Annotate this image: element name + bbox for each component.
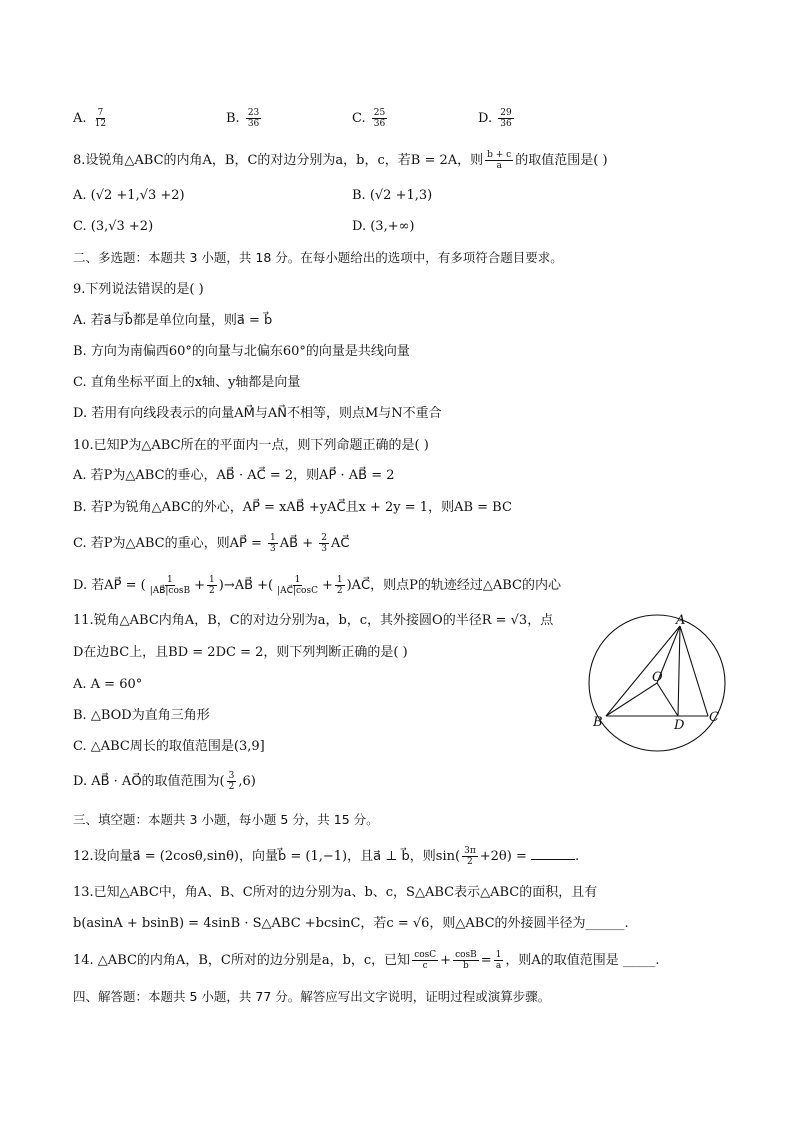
q9-option-b: B. 方向为南偏西60°的向量与北偏东60°的向量是共线向量 — [73, 344, 410, 359]
q10-option-b: B. 若P为锐角△ABC的外心，AP⃗ = xAB⃗ +yAC⃗且x + 2y = 1，则AB = BC — [73, 500, 512, 515]
q9-option-c: C. 直角坐标平面上的x轴、y轴都是向量 — [73, 375, 301, 390]
q9-option-a: A. 若a⃗与b⃗都是单位向量，则a⃗ = b⃗ — [73, 313, 273, 328]
q8-option-c: C. (3,√3 +2) — [73, 219, 154, 234]
segment-ad — [678, 626, 680, 716]
q7-option-a: A. $\frac{7}{12}$ — [73, 108, 107, 129]
q8-option-d: D. (3,+∞) — [352, 219, 415, 234]
point-label-c: C — [709, 710, 719, 725]
q9-stem: 9.下列说法错误的是( ) — [73, 282, 204, 297]
segment-od — [657, 683, 678, 716]
point-label-d: D — [674, 718, 685, 733]
section-heading-fill-blank: 三、填空题：本题共 3 小题，每小题 5 分，共 15 分。 — [73, 812, 379, 827]
point-label-a: A — [676, 613, 686, 628]
section-heading-solution: 四、解答题：本题共 5 小题，共 77 分。解答应写出文字说明，证明过程或演算步骤。 — [73, 989, 551, 1004]
section-heading-multi-choice: 二、多选题：本题共 3 小题，共 18 分。在每小题给出的选项中，有多项符合题目要求。 — [73, 250, 563, 265]
answer-blank — [531, 847, 575, 860]
q11-option-a: A. A = 60° — [73, 677, 143, 692]
point-label-o: O — [652, 670, 663, 685]
q9-option-d: D. 若用有向线段表示的向量AM⃗与AN⃗不相等，则点M与N不重合 — [73, 406, 442, 421]
q11-stem-line1: 11.锐角△ABC内角A，B，C的对边分别为a，b，c，其外接圆O的半径R = √3，点 — [73, 613, 554, 628]
q11-option-b: B. △BOD为直角三角形 — [73, 708, 210, 723]
q8-stem: 8.设锐角△ABC的内角A，B，C的对边分别为a，b，c，若B = 2A，则 $\frac{b + c}{a}$ 的取值范围是( ) — [73, 150, 608, 171]
q7-option-d: D. $\frac{29}{36}$ — [478, 108, 512, 129]
q7-option-c: C. $\frac{25}{36}$ — [352, 108, 386, 129]
q10-option-d: D. 若AP⃗ = ( $\frac{1}{|AB⃗|\cos B}$ + $\frac{1}{2}$ )→AB⃗ +( $\frac{1}{|AC⃗|\cos C}$ + $\frac{1}{2}$ )AC⃗，则点P的轨迹经过△ABC的内心 — [73, 575, 562, 596]
q14-stem: 14. △ABC的内角A，B，C所对的边分别是a，b，c，已知 $\frac{\cos C}{c}$ + $\frac{\cos B}{b}$ = $\frac{1}{a}$ ，则A的取值范围是 _____. — [73, 950, 660, 971]
q11-stem-line2: D在边BC上，且BD = 2DC = 2，则下列判断正确的是( ) — [73, 645, 408, 660]
q8-option-b: B. (√2 +1,3) — [352, 188, 433, 203]
q12-stem: 12.设向量a⃗ = (2cosθ,sinθ)，向量b⃗ = (1,−1)，且a⃗ ⊥ b⃗，则sin( $\frac{3\pi}{2}$ +2θ) = . — [73, 846, 580, 867]
q11-option-d: D. AB⃗ · AO⃗的取值范围为( $\frac{3}{2}$ ,6) — [73, 771, 256, 792]
q11-geometry-figure — [585, 605, 735, 755]
q10-option-c: C. 若P为△ABC的重心，则AP⃗ = $\frac{1}{3}$ AB⃗ + $\frac{2}{3}$ AC⃗ — [73, 533, 350, 554]
q13-stem-line1: 13.已知△ABC中，角A、B、C所对的边分别为a、b、c，S△ABC表示△ABC的面积，且有 — [73, 885, 598, 900]
q13-stem-line2: b(asinA + bsinB) = 4sinB · S△ABC +bcsinC，若c = √6，则△ABC的外接圆半径为______. — [73, 916, 629, 931]
q8-option-a: A. (√2 +1,√3 +2) — [73, 188, 185, 203]
q10-stem: 10.已知P为△ABC所在的平面内一点，则下列命题正确的是( ) — [73, 438, 429, 453]
q7-option-b: B. $\frac{23}{36}$ — [226, 108, 260, 129]
q10-option-a: A. 若P为△ABC的垂心，AB⃗ · AC⃗ = 2，则AP⃗ · AB⃗ = 2 — [73, 468, 395, 483]
segment-bo — [606, 683, 657, 716]
point-label-b: B — [593, 715, 603, 730]
segment-ac — [680, 626, 708, 716]
q11-option-c: C. △ABC周长的取值范围是(3,9] — [73, 739, 265, 754]
